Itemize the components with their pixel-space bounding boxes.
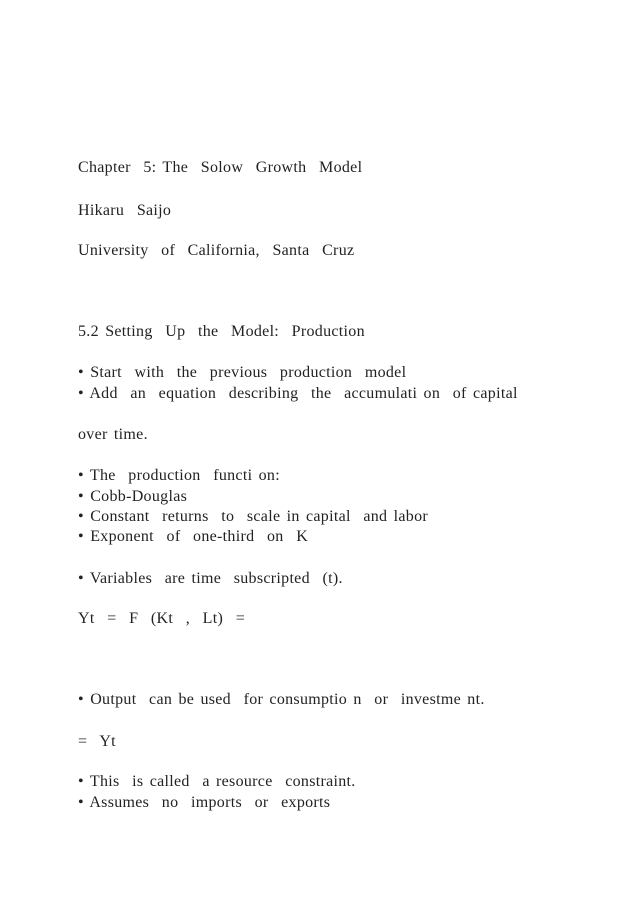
bullet-item: • Variables are time subscripted (t). bbox=[78, 570, 343, 587]
bullet-item: • This is called a resource constraint. bbox=[78, 773, 356, 790]
resource-equation: = Yt bbox=[78, 733, 116, 750]
bullet-item: • Add an equation describing the accumulati on of capital bbox=[78, 385, 518, 402]
author-name: Hikaru Saijo bbox=[78, 202, 172, 219]
chapter-title: Chapter 5: The Solow Growth Model bbox=[78, 159, 363, 176]
production-equation: Yt = F (Kt , Lt) = bbox=[78, 610, 246, 627]
bullet-item: • Output can be used for consumptio n or investme nt. bbox=[78, 691, 485, 708]
continuation-text: over time. bbox=[78, 426, 148, 443]
bullet-item: • Start with the previous production model bbox=[78, 364, 407, 381]
author-affiliation: University of California, Santa Cruz bbox=[78, 242, 355, 259]
bullet-item: • Exponent of one-third on K bbox=[78, 528, 309, 545]
section-heading: 5.2 Setting Up the Model: Production bbox=[78, 323, 365, 340]
bullet-item: • Assumes no imports or exports bbox=[78, 794, 331, 811]
bullet-item: • Cobb-Douglas bbox=[78, 488, 188, 505]
bullet-item: • Constant returns to scale in capital and labor bbox=[78, 508, 429, 525]
bullet-item: • The production functi on: bbox=[78, 467, 280, 484]
